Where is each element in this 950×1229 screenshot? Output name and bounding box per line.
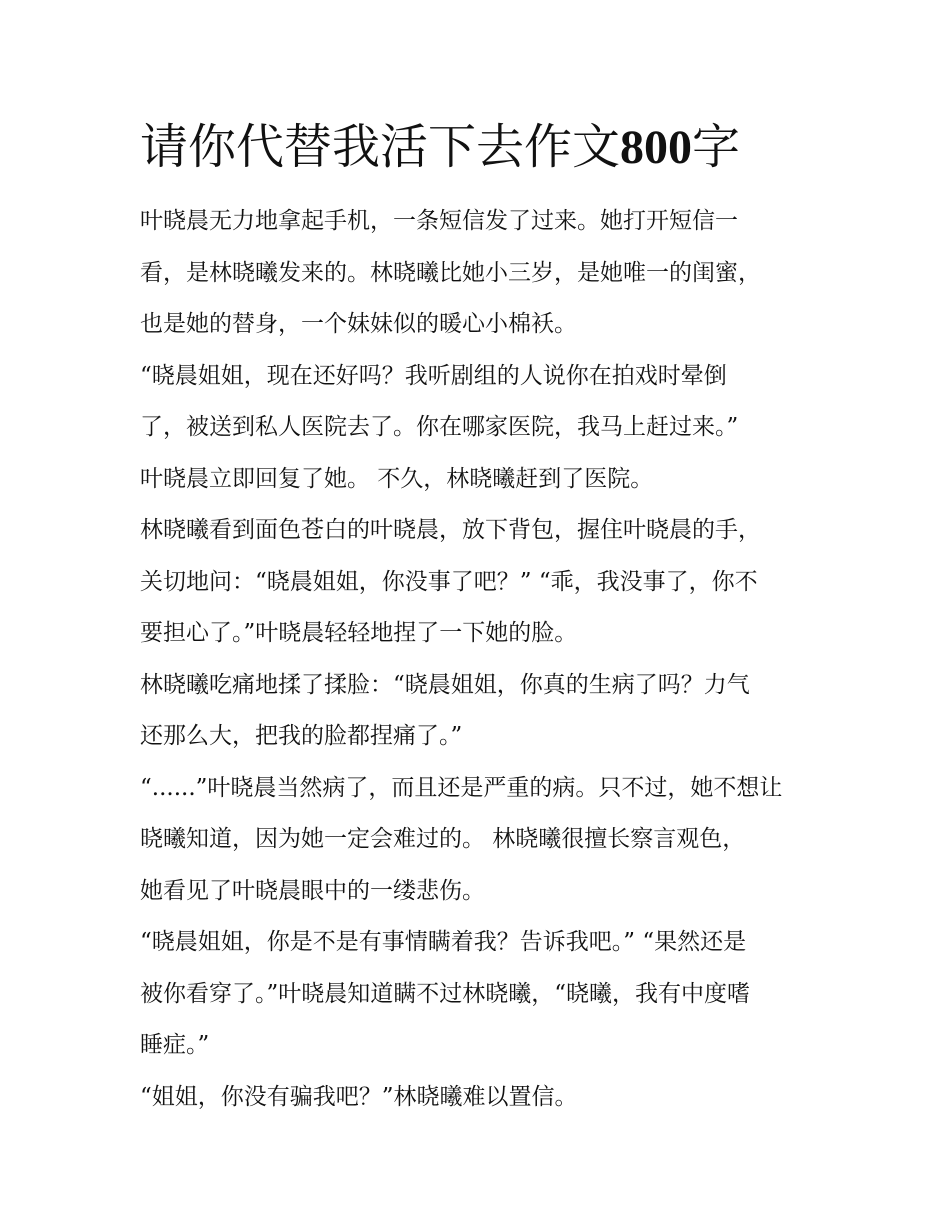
page-title xyxy=(140,112,740,183)
text-line: “姐姐，你没有骗我吧？”林晓曦难以置信。 xyxy=(140,1083,578,1110)
text-line: 睡症。” xyxy=(140,1032,210,1058)
text-line: “......”叶晓晨当然病了，而且还是严重的病。只不过，她不想让 xyxy=(140,774,783,801)
article-body xyxy=(140,196,820,1123)
text-line: “晓晨姐姐，现在还好吗？我听剧组的人说你在拍戏时晕倒 xyxy=(140,362,727,389)
text-line: 林晓曦看到面色苍白的叶晓晨，放下背包，握住叶晓晨的手， xyxy=(140,517,761,543)
title-number: 800 xyxy=(620,121,693,174)
text-line: 叶晓晨无力地拿起手机，一条短信发了过来。她打开短信一 xyxy=(140,208,738,234)
text-line: 看，是林晓曦发来的。林晓曦比她小三岁，是她唯一的闺蜜， xyxy=(140,259,761,286)
text-line: 林晓曦吃痛地揉了揉脸：“晓晨姐姐，你真的生病了吗？力气 xyxy=(140,671,750,698)
text-line: 被你看穿了。”叶晓晨知道瞒不过林晓曦，“晓曦，我有中度嗜 xyxy=(140,980,751,1007)
text-line: “晓晨姐姐，你是不是有事情瞒着我？告诉我吧。” “果然还是 xyxy=(140,929,747,955)
text-line: 她看见了叶晓晨眼中的一缕悲伤。 xyxy=(140,877,485,904)
text-line: 还那么大，把我的脸都捏痛了。” xyxy=(140,723,463,749)
text-line: 叶晓晨立即回复了她。 不久，林晓曦赶到了医院。 xyxy=(140,465,654,492)
text-line: 也是她的替身，一个妹妹似的暖心小棉袄。 xyxy=(140,311,577,337)
text-line: 晓曦知道，因为她一定会难过的。 林晓曦很擅长察言观色， xyxy=(140,826,746,852)
title-main: 请你代替我活下去作文 xyxy=(140,119,621,175)
text-line: 关切地问：“晓晨姐姐，你没事了吧？” “乖，我没事了，你不 xyxy=(140,568,758,595)
text-line: 要担心了。”叶晓晨轻轻地捏了一下她的脸。 xyxy=(140,620,578,646)
title-suffix: 字 xyxy=(692,119,741,175)
text-line: 了，被送到私人医院去了。你在哪家医院，我马上赶过来。” xyxy=(140,414,739,440)
